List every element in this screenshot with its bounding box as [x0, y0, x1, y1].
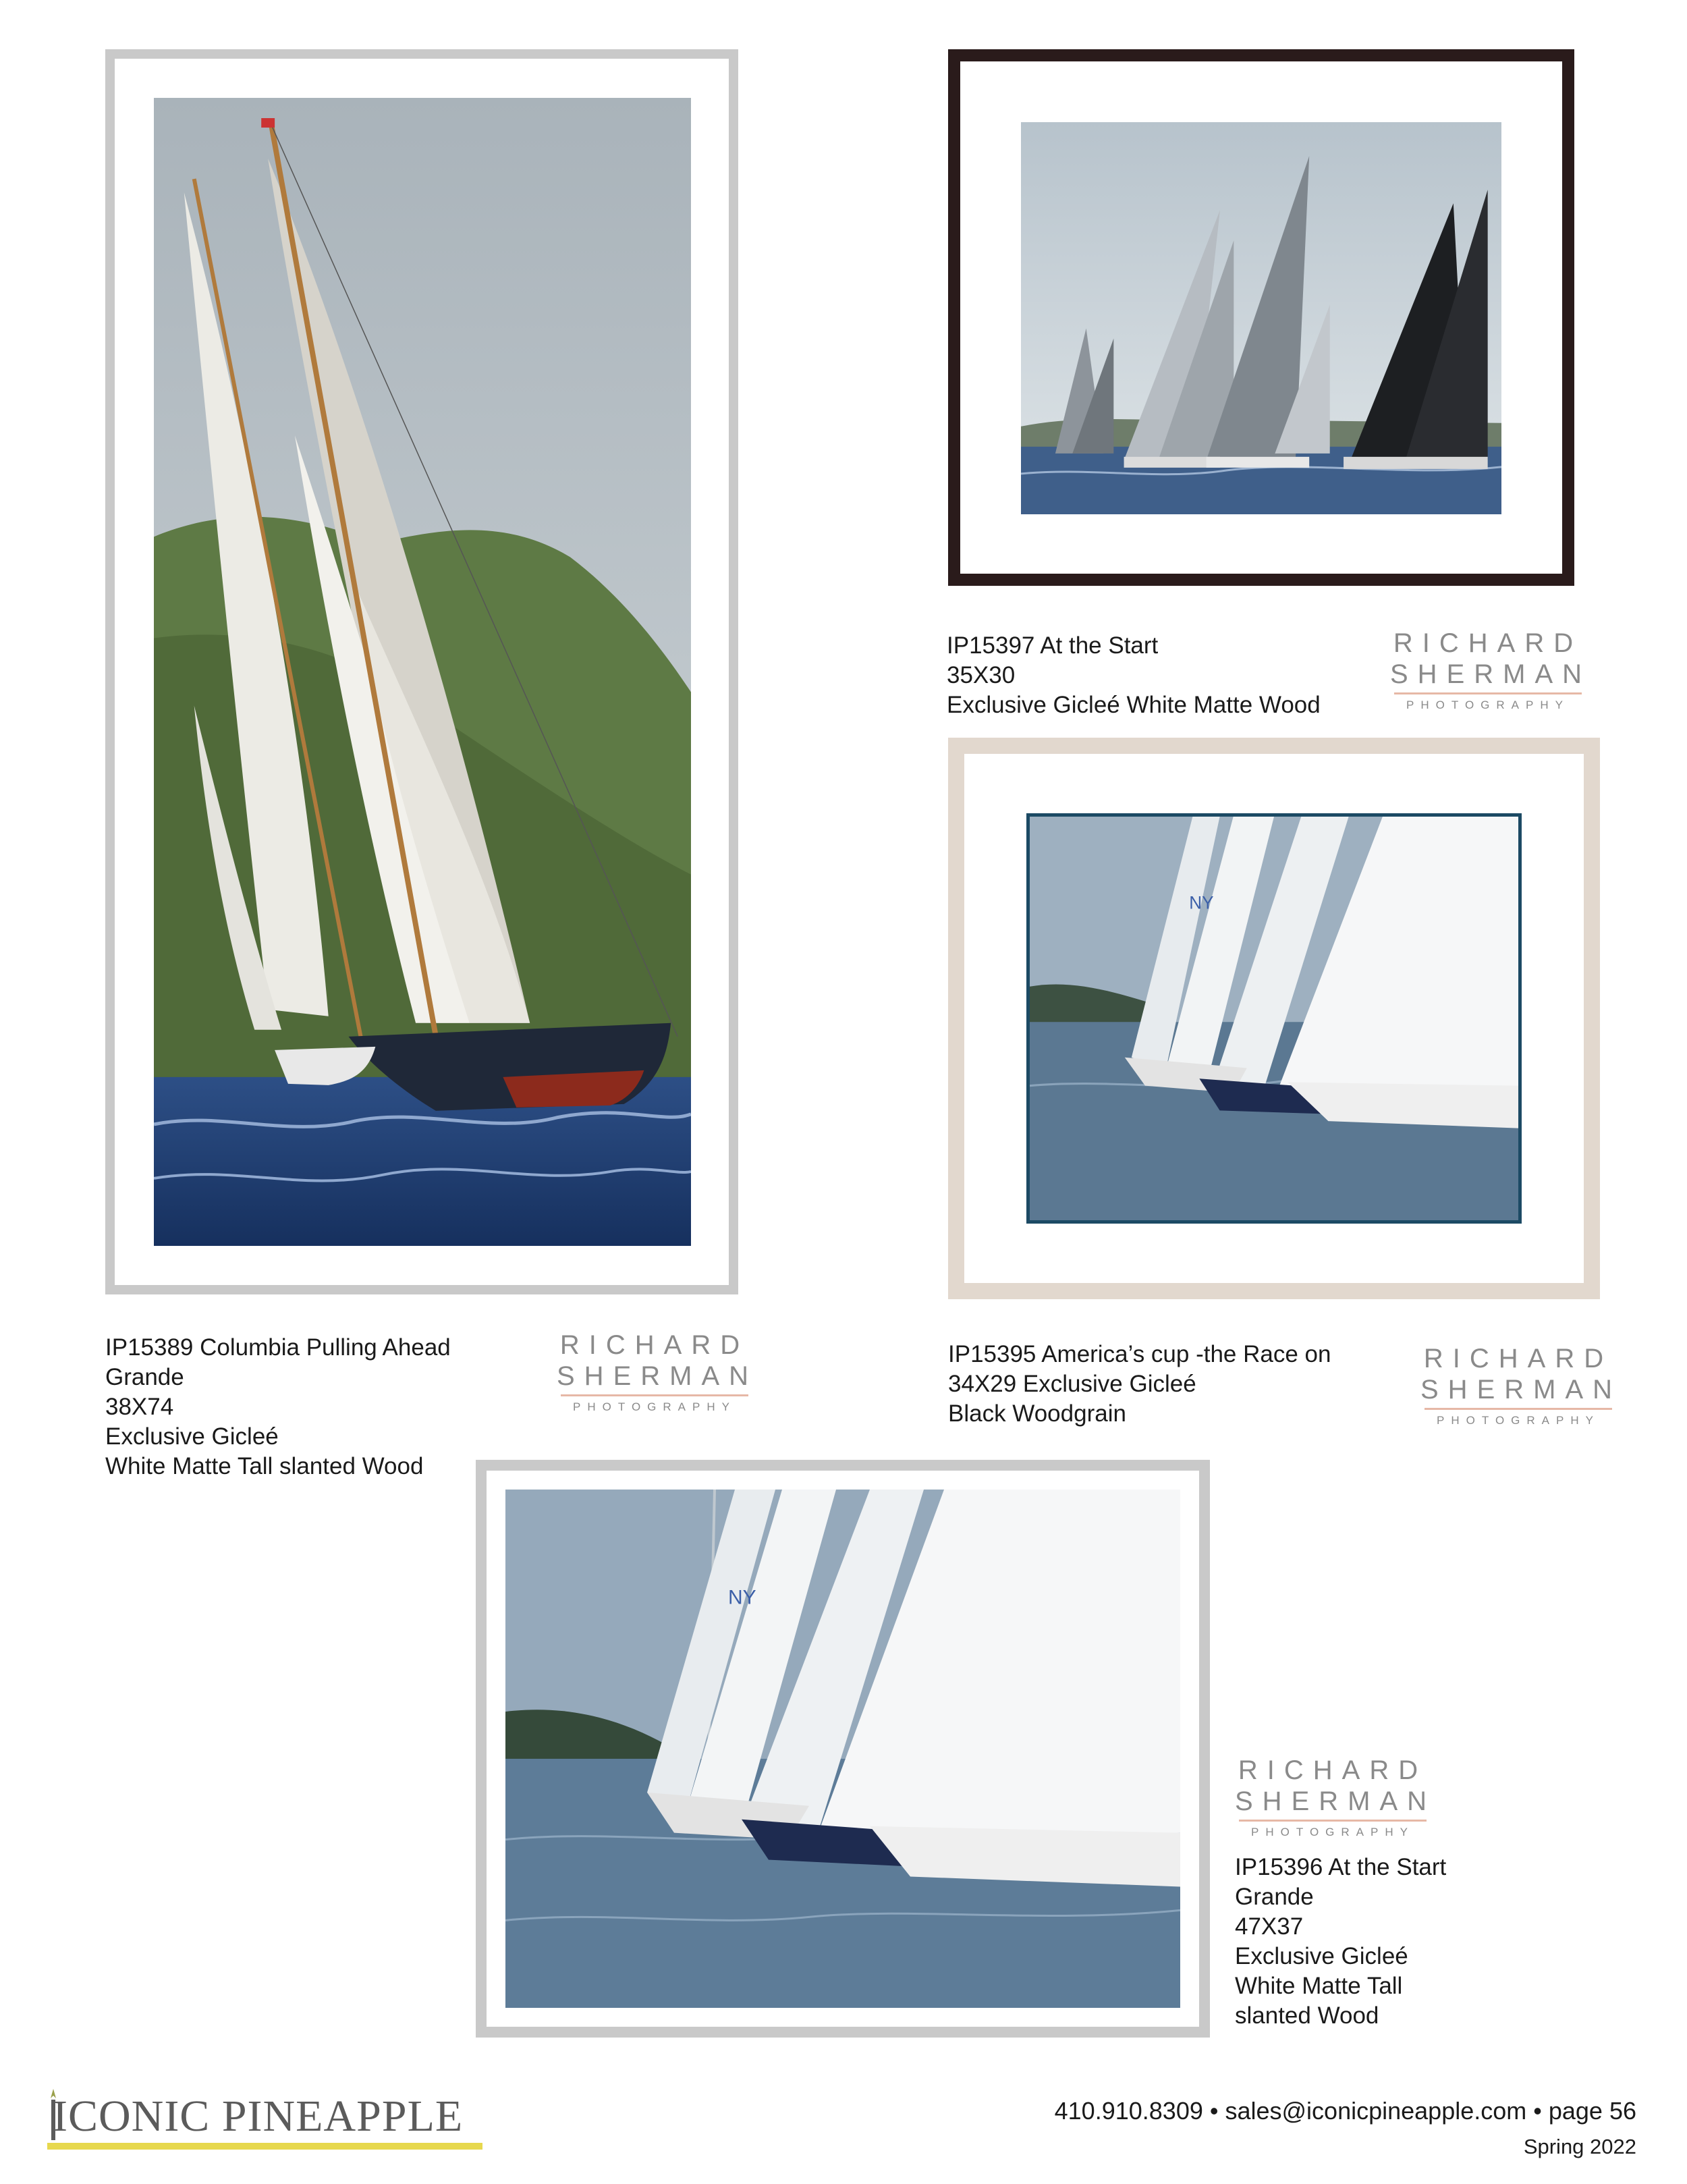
- brand-underline: [47, 2143, 482, 2150]
- caption-line: 47X37: [1235, 1913, 1304, 1940]
- photo-sloops-racing: [1026, 813, 1522, 1224]
- caption-line: IP15395 America’s cup -the Race on: [948, 1341, 1331, 1367]
- photo-sloops-at-start: [505, 1490, 1180, 2008]
- photo-racing-yachts: [1021, 122, 1501, 514]
- caption-line: Exclusive Gicleé: [1235, 1943, 1408, 1969]
- logo-rule: [1394, 692, 1582, 694]
- footer-season: Spring 2022: [1523, 2135, 1636, 2158]
- caption-line: Grande: [105, 1364, 184, 1390]
- caption-line: IP15397 At the Start: [947, 632, 1159, 659]
- caption-line: White Matte Tall: [1235, 1973, 1403, 1999]
- framed-print-americas-cup: [948, 738, 1600, 1299]
- photo-schooner-columbia: [154, 98, 691, 1246]
- framed-print-at-the-start-grande: [476, 1460, 1210, 2038]
- svg-text:NY: NY: [728, 1586, 756, 1609]
- white-mat: [964, 754, 1584, 1283]
- caption-line: slanted Wood: [1235, 2002, 1379, 2029]
- caption-line: Exclusive Gicleé White Matte Wood: [947, 692, 1321, 718]
- richard-sherman-logo: [1390, 628, 1592, 712]
- iconic-pineapple-logo: [47, 2089, 486, 2150]
- caption-line: 35X30: [947, 662, 1016, 688]
- footer-contact: 410.910.8309 • sales@iconicpineapple.com • page 56: [1054, 2097, 1636, 2125]
- caption-line: IP15396 At the Start: [1235, 1854, 1447, 1880]
- logo-rule: [561, 1394, 748, 1396]
- richard-sherman-logo: [1420, 1343, 1622, 1427]
- logo-line-photography: PHOTOGRAPHY: [573, 1400, 736, 1413]
- caption-line: Black Woodgrain: [948, 1400, 1126, 1427]
- logo-rule: [1239, 1820, 1427, 1822]
- logo-line-photography: PHOTOGRAPHY: [1406, 699, 1570, 711]
- white-mat: [115, 59, 729, 1285]
- logo-line-sherman: SHERMAN: [1390, 659, 1592, 689]
- svg-text:NY: NY: [1189, 892, 1214, 913]
- white-mat: [487, 1471, 1199, 2027]
- logo-line-richard: RICHARD: [1238, 1755, 1428, 1785]
- product-caption-ip15397: [947, 631, 1321, 720]
- framed-print-columbia: [105, 49, 738, 1294]
- logo-line-richard: RICHARD: [1393, 628, 1583, 658]
- logo-line-photography: PHOTOGRAPHY: [1437, 1414, 1600, 1427]
- logo-line-sherman: SHERMAN: [557, 1361, 758, 1391]
- caption-line: White Matte Tall slanted Wood: [105, 1453, 424, 1479]
- logo-line-richard: RICHARD: [559, 1330, 750, 1360]
- brand-name: ICONIC PINEAPPLE: [53, 2092, 464, 2141]
- logo-line-photography: PHOTOGRAPHY: [1251, 1826, 1414, 1838]
- logo-rule: [1425, 1408, 1612, 1410]
- caption-line: 34X29 Exclusive Gicleé: [948, 1371, 1196, 1397]
- caption-line: Grande: [1235, 1884, 1314, 1910]
- logo-line-richard: RICHARD: [1423, 1344, 1613, 1373]
- product-caption-ip15396: [1235, 1853, 1446, 2031]
- richard-sherman-logo: [557, 1330, 758, 1414]
- product-caption-ip15395: [948, 1340, 1331, 1429]
- caption-line: Exclusive Gicleé: [105, 1423, 279, 1450]
- framed-print-at-the-start: [948, 49, 1574, 586]
- logo-line-sherman: SHERMAN: [1420, 1375, 1622, 1404]
- caption-line: IP15389 Columbia Pulling Ahead: [105, 1334, 451, 1361]
- white-mat: [960, 61, 1562, 574]
- logo-line-sherman: SHERMAN: [1235, 1786, 1437, 1816]
- richard-sherman-logo: [1235, 1755, 1437, 1839]
- caption-line: 38X74: [105, 1394, 174, 1420]
- product-caption-ip15389: [105, 1333, 451, 1481]
